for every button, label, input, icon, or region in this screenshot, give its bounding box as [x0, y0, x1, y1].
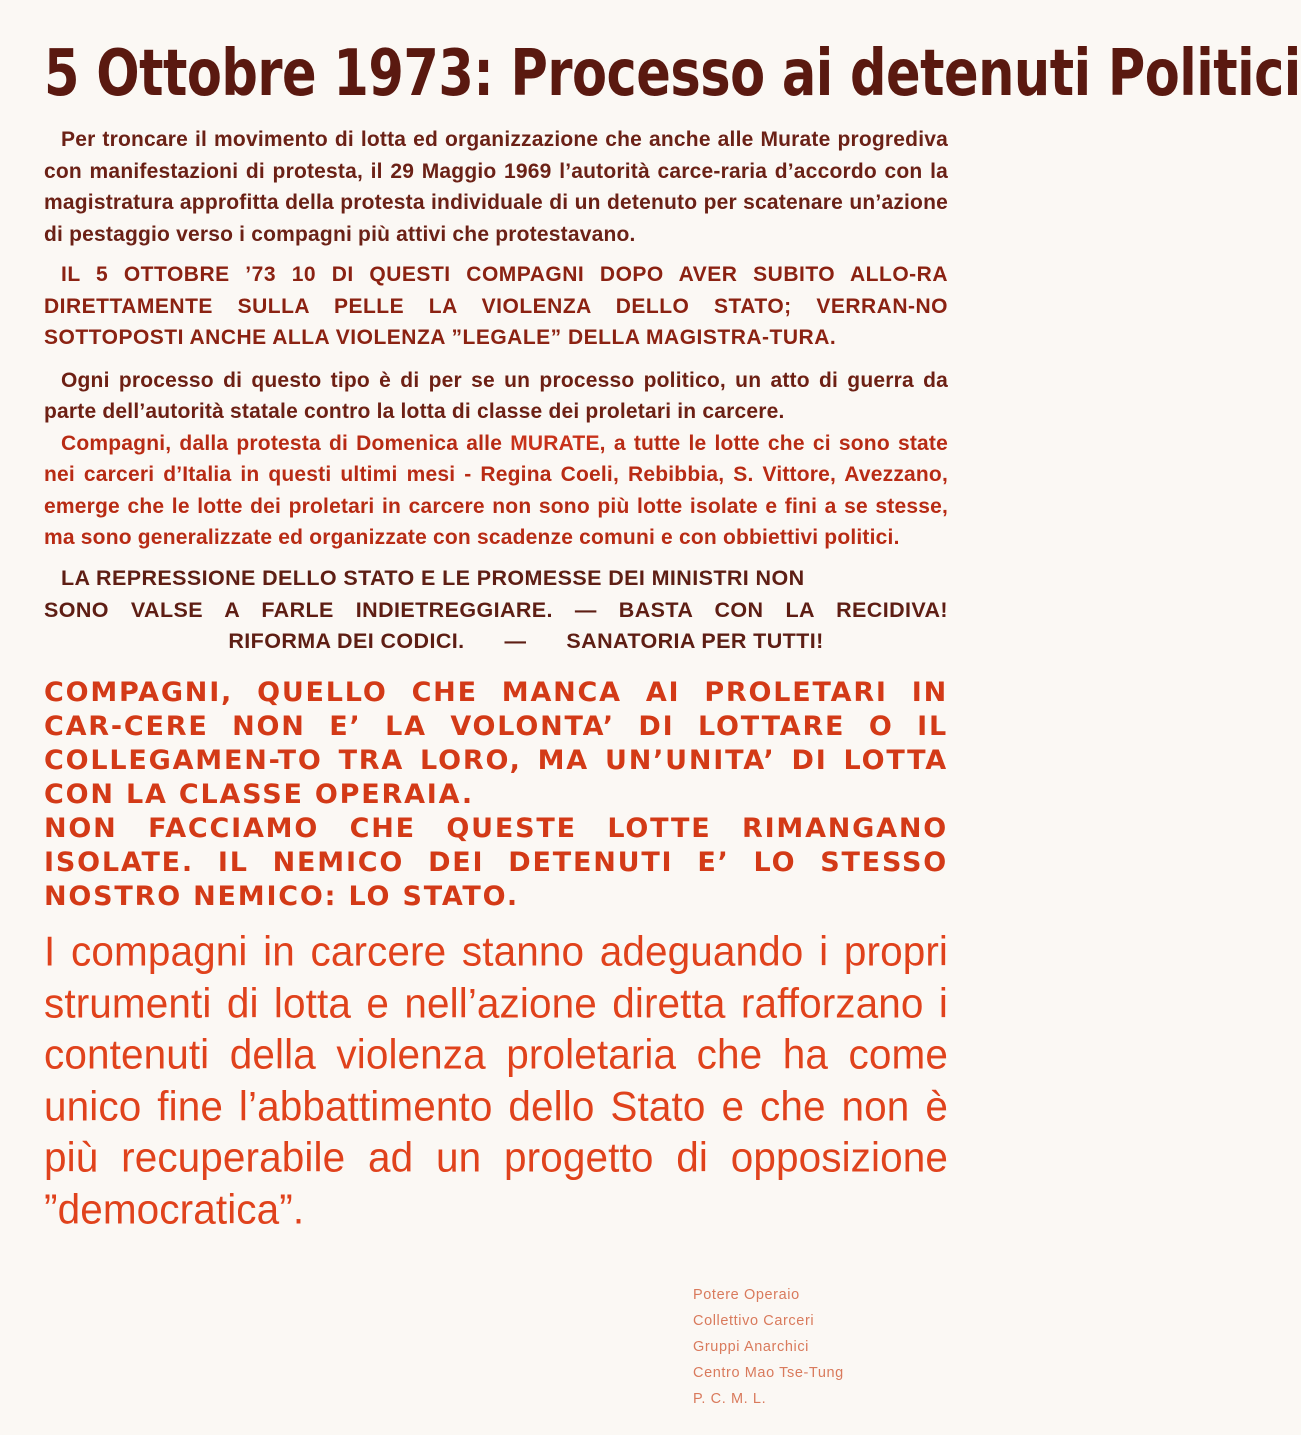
murate-highlight: MURATE — [510, 431, 600, 455]
slogan-line-recidiva: SONO VALSE A FARLE INDIETREGGIARE. — BASTA CON LA RECIDIVA! — [44, 597, 948, 622]
appeal-working-class: COMPAGNI, QUELLO CHE MANCA AI PROLETARI IN CAR-CERE NON E’ LA VOLONTA’ DI LOTTARE O IL COLLEGAMEN-TO TRA LORO, MA UN’UNITA’ DI LOTTA CON LA CLASSE OPERAIA. — [44, 676, 948, 810]
paragraph-prison-struggles — [44, 428, 948, 554]
signature-pcml: P. C. M. L. — [693, 1391, 767, 1407]
paragraph-trial-announcement: IL 5 OTTOBRE ’73 10 DI QUESTI COMPAGNI DOPO AVER SUBITO ALLO-RA DIRETTAMENTE SULLA PELLE LA VIOLENZA DELLO STATO; VERRAN-NO SOTTOPOSTI ANCHE ALLA VIOLENZA ”LEGALE” DELLA MAGISTRA-TURA. — [44, 263, 948, 349]
signature-potere-operaio: Potere Operaio — [693, 1287, 800, 1303]
signatures-block — [693, 1282, 844, 1412]
slogan-riforma: RIFORMA DEI CODICI. — [228, 628, 465, 653]
appeal-enemy-state: NON FACCIAMO CHE QUESTE LOTTE RIMANGANO ISOLATE. IL NEMICO DEI DETENUTI E’ LO STESSO NOSTRO NEMICO: LO STATO. — [44, 812, 948, 912]
slogan-sanatoria: SANATORIA PER TUTTI! — [566, 628, 824, 653]
paragraph-political-trial: Ogni processo di questo tipo è di per se un processo politico, un atto di guerra da parte dell’autorità statale contro la lotta di classe dei proletari in carcere. — [44, 368, 948, 423]
slogan-line-demands — [104, 626, 948, 656]
paragraph-prison-struggles-start: Compagni, dalla protesta di Domenica alle — [61, 431, 511, 455]
paragraph-murate-history: Per troncare il movimento di lotta ed organizzazione che anche alle Murate progrediva con manifestazioni di protesta, il 29 Maggio 1969 l’autorità carce-raria d’accordo con la magistratura approfitta della protesta individuale di un detenuto per scatenare un’azione di pestaggio verso i compagni più attivi che protestavano. — [44, 128, 948, 246]
slogan-dash: — — [504, 628, 527, 653]
closing-statement: I compagni in carcere stanno adeguando i propri strumenti di lotta e nell’azione diretta rafforzano i contenuti della violenza proletaria che ha come unico fine l’abbattimento dello Stato e che non è più recuperabile ad un progetto di opposizione ”democratica”. — [44, 926, 948, 1232]
signature-gruppi-anarchici: Gruppi Anarchici — [693, 1339, 809, 1355]
paragraph-prison-struggles-end: , a tutte le lotte che ci sono state nei carceri d’Italia in questi ultimi mesi - Regina Coeli, Rebibbia, S. Vittore, Avezzano, emerge che le lotte dei proletari in carcere non sono più lotte isolate e fini a se stesse, ma sono generalizzate ed organizzate con scadenze comuni e con obbiettivi politici. — [44, 431, 948, 549]
signature-collettivo-carceri: Collettivo Carceri — [693, 1313, 815, 1329]
poster-title: 5 Ottobre 1973: Processo ai detenuti Politici — [44, 37, 1301, 112]
slogan-line-repression: LA REPRESSIONE DELLO STATO E LE PROMESSE DEI MINISTRI NON — [61, 565, 805, 590]
signature-centro-mao: Centro Mao Tse-Tung — [693, 1365, 844, 1381]
